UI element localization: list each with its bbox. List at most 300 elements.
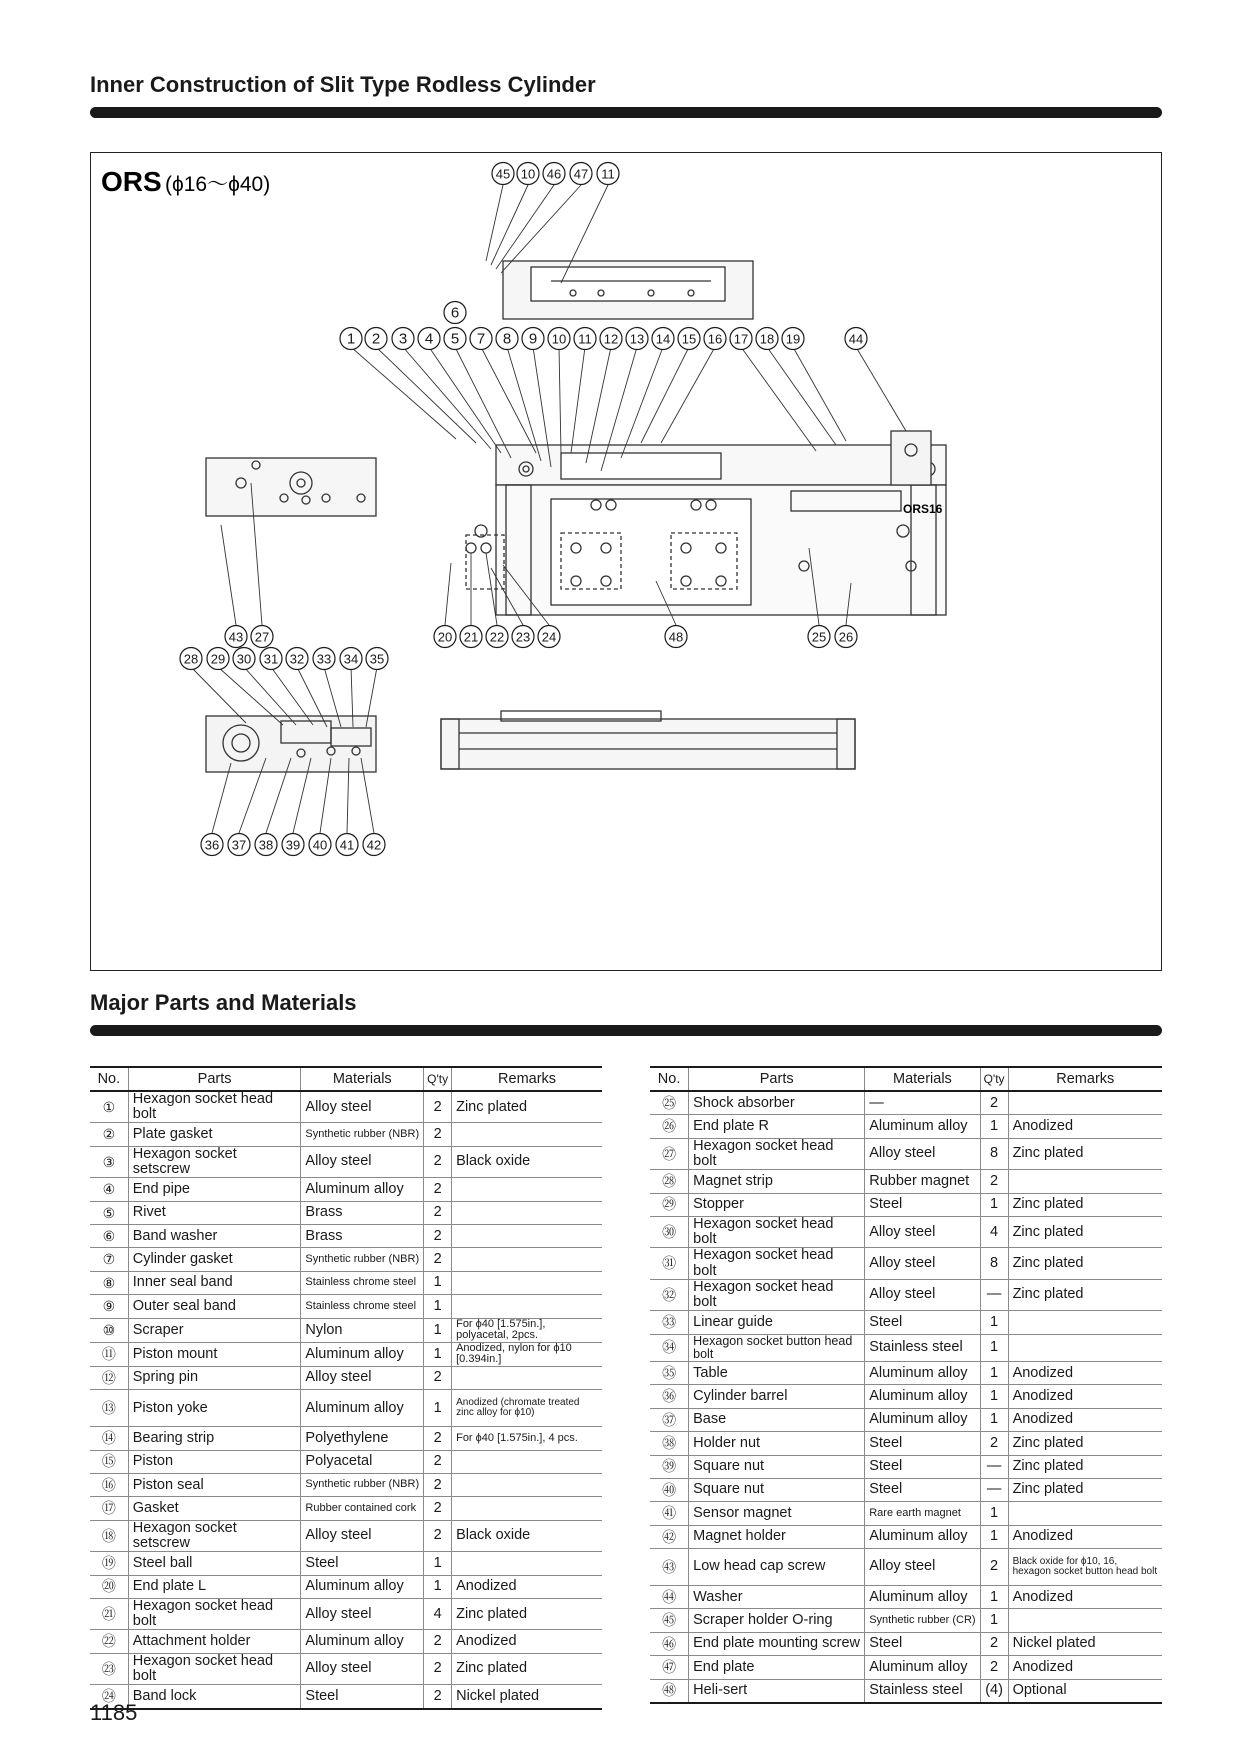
cell-material: Stainless chrome steel: [301, 1295, 424, 1318]
cell-qty: (4): [980, 1679, 1008, 1703]
cell-material: Alloy steel: [301, 1091, 424, 1123]
model-range: (ϕ16～ϕ40): [165, 173, 271, 196]
cell-no: ㊲: [650, 1408, 689, 1431]
cell-remarks: [452, 1552, 602, 1575]
cell-material: Alloy steel: [301, 1520, 424, 1551]
cell-qty: 2: [424, 1178, 452, 1201]
cell-remarks: [1008, 1091, 1162, 1115]
cell-qty: 1: [980, 1525, 1008, 1548]
cell-material: Alloy steel: [865, 1279, 980, 1310]
table-row: [90, 1318, 602, 1342]
cell-part: Magnet strip: [689, 1170, 865, 1193]
cell-qty: 2: [424, 1248, 452, 1271]
cell-qty: 2: [424, 1123, 452, 1146]
callout-main-19: 19: [785, 331, 801, 347]
table-row: [90, 1497, 602, 1520]
cell-remarks: Anodized: [452, 1575, 602, 1598]
callout-lower-25: 25: [811, 629, 827, 645]
cell-remarks: [1008, 1311, 1162, 1334]
cell-no: ㉗: [650, 1138, 689, 1169]
cell-qty: 1: [980, 1334, 1008, 1361]
cell-material: Steel: [865, 1455, 980, 1478]
cell-no: ㊻: [650, 1632, 689, 1655]
cell-material: Synthetic rubber (NBR): [301, 1123, 424, 1146]
cell-part: End plate: [689, 1656, 865, 1679]
cell-qty: 2: [424, 1091, 452, 1123]
cell-qty: —: [980, 1478, 1008, 1501]
cell-no: ㊶: [650, 1502, 689, 1525]
ors16-side-detail: [891, 431, 931, 485]
cell-material: Aluminum alloy: [865, 1361, 980, 1384]
cell-part: Hexagon socket head bolt: [689, 1138, 865, 1169]
callout-sec-38: 38: [258, 837, 274, 853]
table-row: [90, 1146, 602, 1177]
cell-part: Shock absorber: [689, 1091, 865, 1115]
callout-sec-29: 29: [210, 651, 226, 667]
cell-part: Inner seal band: [128, 1271, 301, 1294]
cell-qty: 4: [424, 1598, 452, 1629]
cell-remarks: [452, 1473, 602, 1496]
table-row: [650, 1311, 1162, 1334]
model-label: ORS: [101, 166, 162, 197]
parts-table-left: [90, 1066, 602, 1710]
callout-main-6: 6: [450, 304, 460, 322]
cell-part: Gasket: [128, 1497, 301, 1520]
cell-qty: 1: [980, 1502, 1008, 1525]
cell-part: Hexagon socket head bolt: [689, 1217, 865, 1248]
cell-no: ⑬: [90, 1390, 128, 1427]
table-row: [650, 1138, 1162, 1169]
cell-material: Rubber magnet: [865, 1170, 980, 1193]
callout-main-4: 4: [424, 330, 434, 348]
cell-qty: 2: [980, 1170, 1008, 1193]
table-row: [90, 1552, 602, 1575]
table-row: [650, 1586, 1162, 1609]
cell-remarks: [452, 1178, 602, 1201]
cell-material: Steel: [865, 1478, 980, 1501]
callout-sec-42: 42: [366, 837, 382, 853]
cell-material: Brass: [301, 1225, 424, 1248]
cell-material: Aluminum alloy: [865, 1408, 980, 1431]
cell-no: ①: [90, 1091, 128, 1123]
cell-material: Rubber contained cork: [301, 1497, 424, 1520]
cell-part: End pipe: [128, 1178, 301, 1201]
cell-part: Hexagon socket setscrew: [128, 1520, 301, 1551]
cell-material: Aluminum alloy: [865, 1656, 980, 1679]
cell-remarks: Optional: [1008, 1679, 1162, 1703]
cell-part: Scraper holder O-ring: [689, 1609, 865, 1632]
table-row: [650, 1679, 1162, 1703]
cell-qty: 1: [424, 1271, 452, 1294]
cell-qty: 2: [424, 1473, 452, 1496]
table-row: [90, 1630, 602, 1653]
cell-no: ⑥: [90, 1225, 128, 1248]
callout-lower-48: 48: [668, 629, 684, 645]
cell-remarks: Anodized: [1008, 1385, 1162, 1408]
callout-lower-26: 26: [838, 629, 854, 645]
cell-material: Alloy steel: [865, 1138, 980, 1169]
cell-material: Aluminum alloy: [301, 1178, 424, 1201]
cell-no: ㉕: [650, 1091, 689, 1115]
cell-remarks: Zinc plated: [1008, 1478, 1162, 1501]
cell-no: ⑧: [90, 1271, 128, 1294]
cell-part: Bearing strip: [128, 1427, 301, 1450]
cell-qty: 2: [424, 1427, 452, 1450]
table-row: [650, 1609, 1162, 1632]
cell-remarks: Zinc plated: [1008, 1432, 1162, 1455]
cell-material: Steel: [301, 1685, 424, 1709]
page-number: 1185: [90, 1700, 138, 1725]
cell-no: ㉜: [650, 1279, 689, 1310]
cell-remarks: [1008, 1170, 1162, 1193]
cell-qty: 2: [424, 1366, 452, 1389]
top-view-drawing: [503, 261, 753, 319]
cell-remarks: Zinc plated: [1008, 1217, 1162, 1248]
table-row: [650, 1170, 1162, 1193]
cell-remarks: [452, 1450, 602, 1473]
cell-part: Hexagon socket head bolt: [689, 1248, 865, 1279]
callout-top-3: 46: [546, 166, 562, 182]
cell-no: ⑩: [90, 1318, 128, 1342]
cell-no: ⑨: [90, 1295, 128, 1318]
main-plan-view-drawing: [466, 445, 946, 615]
cell-qty: 1: [424, 1342, 452, 1366]
table-row: [90, 1598, 602, 1629]
cell-remarks: [1008, 1334, 1162, 1361]
callout-main-17: 17: [733, 331, 749, 347]
cell-qty: —: [980, 1455, 1008, 1478]
table-row: [90, 1575, 602, 1598]
table-row: [650, 1361, 1162, 1384]
cell-qty: 1: [980, 1385, 1008, 1408]
cell-qty: 8: [980, 1248, 1008, 1279]
callout-sec-40: 40: [312, 837, 328, 853]
cell-qty: 2: [424, 1146, 452, 1177]
cell-no: ㉓: [90, 1653, 128, 1684]
parts-table-left-body: [90, 1091, 602, 1709]
cell-no: ⑮: [90, 1450, 128, 1473]
cell-qty: 1: [424, 1295, 452, 1318]
callout-top-4: 47: [573, 166, 589, 182]
cell-remarks: Zinc plated: [1008, 1455, 1162, 1478]
cell-part: Outer seal band: [128, 1295, 301, 1318]
cell-remarks: Zinc plated: [452, 1598, 602, 1629]
cell-material: Alloy steel: [301, 1598, 424, 1629]
callout-main-9: 9: [528, 330, 538, 348]
cell-qty: 2: [424, 1450, 452, 1473]
cell-material: Nylon: [301, 1318, 424, 1342]
callout-main-2: 2: [371, 330, 381, 348]
cell-qty: 2: [980, 1656, 1008, 1679]
callout-main-8: 8: [502, 330, 512, 348]
header-remarks: Remarks: [1008, 1067, 1162, 1091]
callout-left-27: 27: [254, 629, 270, 645]
cell-no: ⑳: [90, 1575, 128, 1598]
table-row: [650, 1632, 1162, 1655]
table-row: [650, 1502, 1162, 1525]
cell-no: ㉙: [650, 1193, 689, 1216]
cell-remarks: Zinc plated: [452, 1653, 602, 1684]
cell-remarks: Anodized: [1008, 1586, 1162, 1609]
table-row: [90, 1091, 602, 1123]
cell-material: Stainless steel: [865, 1334, 980, 1361]
table-row: [650, 1549, 1162, 1586]
parts-table-right: [650, 1066, 1162, 1704]
callout-main-15: 15: [681, 331, 697, 347]
table-header-row: [90, 1067, 602, 1091]
cell-no: ㊺: [650, 1609, 689, 1632]
cell-qty: 1: [980, 1408, 1008, 1431]
callout-top-1: 45: [495, 166, 511, 182]
header-materials: Materials: [301, 1067, 424, 1091]
callout-sec-35: 35: [369, 651, 385, 667]
cell-no: ㉘: [650, 1170, 689, 1193]
callout-sec-28: 28: [183, 651, 199, 667]
callout-sec-36: 36: [204, 837, 220, 853]
table-row: [650, 1279, 1162, 1310]
cell-part: Cylinder gasket: [128, 1248, 301, 1271]
callout-main-18: 18: [759, 331, 775, 347]
section-title-parts: Major Parts and Materials: [90, 990, 357, 1015]
table-row: [90, 1123, 602, 1146]
cell-qty: 2: [424, 1630, 452, 1653]
callout-main-11: 11: [578, 331, 592, 347]
cell-no: ㊳: [650, 1432, 689, 1455]
cell-remarks: [452, 1123, 602, 1146]
cell-part: Plate gasket: [128, 1123, 301, 1146]
cell-remarks: [452, 1248, 602, 1271]
cell-remarks: Anodized: [1008, 1361, 1162, 1384]
callout-top-5: 11: [601, 166, 615, 182]
cell-material: Synthetic rubber (NBR): [301, 1473, 424, 1496]
table-row: [90, 1366, 602, 1389]
table-row: [650, 1193, 1162, 1216]
construction-drawing: [90, 152, 1162, 971]
header-parts: Parts: [689, 1067, 865, 1091]
cell-no: ⑯: [90, 1473, 128, 1496]
cell-no: ㉖: [650, 1115, 689, 1138]
cell-part: Table: [689, 1361, 865, 1384]
cell-material: Polyethylene: [301, 1427, 424, 1450]
cell-part: Hexagon socket button head bolt: [689, 1334, 865, 1361]
cell-no: ⑫: [90, 1366, 128, 1389]
callout-lower-23: 23: [515, 629, 531, 645]
cell-material: Stainless chrome steel: [301, 1271, 424, 1294]
cell-qty: 2: [980, 1091, 1008, 1115]
cell-qty: 2: [424, 1497, 452, 1520]
table-row: [650, 1455, 1162, 1478]
cell-no: ㊸: [650, 1549, 689, 1586]
cell-part: Band lock: [128, 1685, 301, 1709]
cell-remarks: Black oxide for ϕ10, 16, hexagon socket button head bolt: [1008, 1549, 1162, 1586]
cell-qty: 4: [980, 1217, 1008, 1248]
cell-no: ㉞: [650, 1334, 689, 1361]
left-end-view-drawing: [206, 458, 376, 516]
table-row: [90, 1178, 602, 1201]
cell-no: ④: [90, 1178, 128, 1201]
cell-material: Steel: [865, 1193, 980, 1216]
cell-qty: 1: [980, 1115, 1008, 1138]
cell-material: Rare earth magnet: [865, 1502, 980, 1525]
callout-main-7: 7: [476, 330, 486, 348]
cell-part: Holder nut: [689, 1432, 865, 1455]
cell-material: Brass: [301, 1201, 424, 1224]
cell-part: Sensor magnet: [689, 1502, 865, 1525]
cell-qty: 1: [980, 1193, 1008, 1216]
callout-lower-20: 20: [437, 629, 453, 645]
cell-no: ⑰: [90, 1497, 128, 1520]
cell-material: Synthetic rubber (CR): [865, 1609, 980, 1632]
cell-part: Piston seal: [128, 1473, 301, 1496]
table-row: [90, 1450, 602, 1473]
table-row: [90, 1342, 602, 1366]
cell-no: ⑪: [90, 1342, 128, 1366]
cell-qty: 2: [980, 1632, 1008, 1655]
table-row: [90, 1295, 602, 1318]
cell-material: Steel: [865, 1632, 980, 1655]
cell-no: ㉟: [650, 1361, 689, 1384]
cell-qty: 2: [424, 1685, 452, 1709]
cell-material: Alloy steel: [865, 1248, 980, 1279]
variant-label: ORS16: [903, 502, 943, 516]
table-row: [90, 1390, 602, 1427]
callout-sec-33: 33: [316, 651, 332, 667]
callout-sec-32: 32: [289, 651, 305, 667]
cell-no: ㊴: [650, 1455, 689, 1478]
cell-part: Piston yoke: [128, 1390, 301, 1427]
cell-qty: 2: [424, 1653, 452, 1684]
cell-part: Band washer: [128, 1225, 301, 1248]
cell-part: Linear guide: [689, 1311, 865, 1334]
header-qty: Q'ty: [424, 1067, 452, 1091]
cell-part: Hexagon socket setscrew: [128, 1146, 301, 1177]
callout-main-16: 16: [707, 331, 723, 347]
table-row: [650, 1478, 1162, 1501]
cell-no: ㉔: [90, 1685, 128, 1709]
cell-material: Steel: [865, 1311, 980, 1334]
table-row: [650, 1525, 1162, 1548]
table-row: [90, 1653, 602, 1684]
cell-qty: 2: [424, 1520, 452, 1551]
table-row: [650, 1115, 1162, 1138]
cell-no: ㊽: [650, 1679, 689, 1703]
cell-no: ㉒: [90, 1630, 128, 1653]
cell-remarks: Zinc plated: [452, 1091, 602, 1123]
cell-remarks: Black oxide: [452, 1520, 602, 1551]
cell-remarks: Zinc plated: [1008, 1193, 1162, 1216]
side-elevation-drawing: [441, 711, 855, 769]
cell-remarks: [1008, 1502, 1162, 1525]
table-row: [650, 1217, 1162, 1248]
cell-part: Square nut: [689, 1455, 865, 1478]
cell-qty: 8: [980, 1138, 1008, 1169]
cell-material: Aluminum alloy: [301, 1630, 424, 1653]
cell-qty: —: [980, 1279, 1008, 1310]
table-row: [90, 1201, 602, 1224]
cell-material: Synthetic rubber (NBR): [301, 1248, 424, 1271]
callout-sec-41: 41: [339, 837, 355, 853]
cell-material: Alloy steel: [865, 1217, 980, 1248]
cell-material: Alloy steel: [301, 1653, 424, 1684]
cell-remarks: Anodized: [1008, 1115, 1162, 1138]
callout-main-13: 13: [629, 331, 645, 347]
header-materials: Materials: [865, 1067, 980, 1091]
drawing-canvas: [91, 153, 1163, 972]
cell-no: ㊹: [650, 1586, 689, 1609]
header-remarks: Remarks: [452, 1067, 602, 1091]
table-row: [90, 1271, 602, 1294]
callout-top-2: 10: [520, 166, 536, 182]
callout-side-44: 44: [848, 331, 864, 347]
cell-no: ⑤: [90, 1201, 128, 1224]
callout-sec-34: 34: [343, 651, 359, 667]
table-row: [90, 1225, 602, 1248]
cell-part: Piston: [128, 1450, 301, 1473]
cell-remarks: Anodized: [1008, 1525, 1162, 1548]
callout-sec-39: 39: [285, 837, 301, 853]
cell-part: Hexagon socket head bolt: [689, 1279, 865, 1310]
cell-remarks: Nickel plated: [1008, 1632, 1162, 1655]
cell-part: End plate mounting screw: [689, 1632, 865, 1655]
cell-part: End plate L: [128, 1575, 301, 1598]
cell-remarks: Anodized: [452, 1630, 602, 1653]
cell-qty: 1: [980, 1361, 1008, 1384]
cell-part: Scraper: [128, 1318, 301, 1342]
cell-remarks: Nickel plated: [452, 1685, 602, 1709]
table-row: [650, 1385, 1162, 1408]
table-header-row: [650, 1067, 1162, 1091]
cell-part: Attachment holder: [128, 1630, 301, 1653]
cell-qty: 2: [980, 1432, 1008, 1455]
table-row: [650, 1656, 1162, 1679]
cell-remarks: Zinc plated: [1008, 1279, 1162, 1310]
callout-main-10: 10: [551, 331, 567, 347]
table-row: [90, 1427, 602, 1450]
cell-material: Alloy steel: [301, 1366, 424, 1389]
cell-part: Stopper: [689, 1193, 865, 1216]
cell-part: End plate R: [689, 1115, 865, 1138]
cell-remarks: [452, 1295, 602, 1318]
cell-no: ㉝: [650, 1311, 689, 1334]
cell-part: Piston mount: [128, 1342, 301, 1366]
cell-no: ⑭: [90, 1427, 128, 1450]
cell-remarks: [452, 1225, 602, 1248]
cell-remarks: [452, 1271, 602, 1294]
cell-remarks: [1008, 1609, 1162, 1632]
cell-no: ㉚: [650, 1217, 689, 1248]
callout-lower-24: 24: [541, 629, 557, 645]
callout-main-5: 5: [450, 330, 460, 348]
cell-remarks: Zinc plated: [1008, 1138, 1162, 1169]
cell-remarks: [452, 1201, 602, 1224]
cell-remarks: Anodized: [1008, 1656, 1162, 1679]
cell-remarks: [452, 1366, 602, 1389]
cell-remarks: Anodized: [1008, 1408, 1162, 1431]
header-no: No.: [90, 1067, 128, 1091]
cell-no: ㉑: [90, 1598, 128, 1629]
cell-qty: 1: [980, 1586, 1008, 1609]
cell-remarks: Anodized, nylon for ϕ10 [0.394in.]: [452, 1342, 602, 1366]
cell-part: Heli-sert: [689, 1679, 865, 1703]
cell-qty: 2: [424, 1225, 452, 1248]
callout-sec-31: 31: [263, 651, 279, 667]
cell-material: Steel: [301, 1552, 424, 1575]
cell-qty: 1: [424, 1552, 452, 1575]
cell-remarks: For ϕ40 [1.575in.], 4 pcs.: [452, 1427, 602, 1450]
cell-qty: 2: [424, 1201, 452, 1224]
cell-no: ㊵: [650, 1478, 689, 1501]
cell-qty: 1: [424, 1390, 452, 1427]
